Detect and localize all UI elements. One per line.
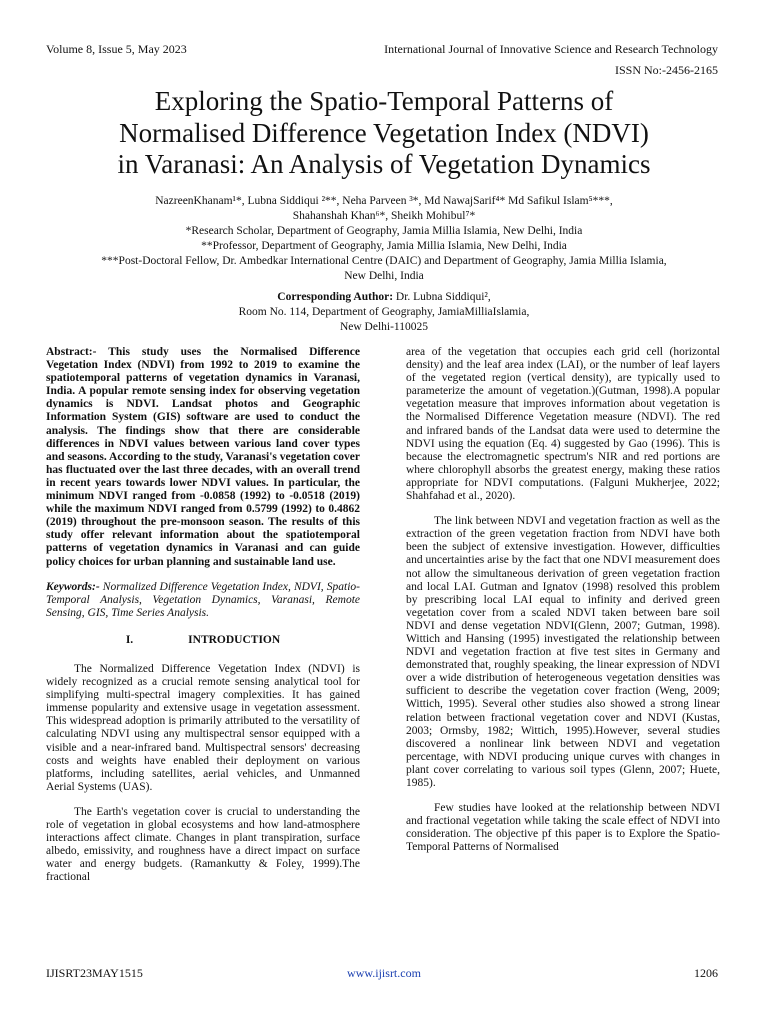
volume-issue: Volume 8, Issue 5, May 2023 bbox=[46, 42, 187, 56]
paper-title bbox=[40, 86, 728, 181]
page-number: 1206 bbox=[694, 966, 718, 980]
intro-paragraph-3: area of the vegetation that occupies each grid cell (horizontal density) and the leaf area index (LAI), or the number of leaf layers of the vegetated region (vertical density), are typically used to parameterize the amount of vegetation.)(Gutman, 1998).A popular vegetation measure that improves information about vegetation is the Normalised Difference Vegetation measure (NDVI). The red and infrared bands of the Landsat data were used to determine the NDVI using the equation (Eq. 4) suggested by Gao (1996). This is because the electromagnetic spectrum's NIR and red portions are where chlorophyll absorbs the greatest energy, making these ratios appropriate for NDVI computations. (Falguni Mukherjee, 2022; Shahfahad et al., 2020). bbox=[406, 346, 720, 503]
intro-paragraph-5: Few studies have looked at the relationship between NDVI and fractional vegetation while taking the scale effect of NDVI into consideration. The objective pf this paper is to Explore the Spatio-Temporal Patterns of Normalised bbox=[406, 802, 720, 854]
intro-paragraph-1: The Normalized Difference Vegetation Index (NDVI) is widely recognized as a crucial remote sensing analytical tool for simplifying multi-spectral imagery complexities. It has gained immense popularity and extensive usage in vegetation assessment. This widespread adoption is primarily attributed to the versatility of calculating NDVI using any multispectral sensor equipped with a visible and a near-infrared band. Multispectral sensors' decreasing costs and weights have enabled their deployment on various platforms, including satellites, aerial vehicles, and Unmanned Aerial Systems (UAS). bbox=[46, 662, 360, 793]
section-number: I. bbox=[125, 633, 134, 646]
keywords-label: Keywords:- bbox=[46, 580, 100, 593]
abstract: Abstract:- This study uses the Normalised Difference Vegetation Index (NDVI) from 1992 to 2019 to examine the spatiotemporal patterns of vegetation dynamics in Varanasi, India. A popular remote sensing index for observing vegetation dynamics is NDVI. Landsat photos and Geographic Information System (GIS) software are used to conduct the analysis. The findings show that there are considerable differences in NDVI values between various land cover types and seasons. According to the study, Varanasi's vegetation cover has fluctuated over the last three decades, with an overall trend in recent years towards lower NDVI values. In particular, the minimum NDVI ranged from -0.0858 (1992) to -0.0518 (2019) while the maximum NDVI ranged from 0.5799 (1992) to 0.4862 (2019) throughout the pre-monsoon season. The results of this study offer relevant information about the spatiotemporal patterns of vegetation dynamics in Varanasi and can guide policy choices for urban planning and sustainable land use. bbox=[46, 346, 360, 568]
author-list-1: NazreenKhanam¹*, Lubna Siddiqui ²**, Neha Parveen ³*, Md NawajSarif⁴* Md Safikul Islam⁵***, bbox=[155, 195, 613, 207]
affiliation-3b: New Delhi, India bbox=[344, 270, 424, 282]
issn: ISSN No:-2456-2165 bbox=[614, 63, 718, 77]
affiliation-2: **Professor, Department of Geography, Jamia Millia Islamia, New Delhi, India bbox=[201, 240, 567, 252]
corresponding-name: Dr. Lubna Siddiqui², bbox=[393, 291, 491, 303]
keywords bbox=[46, 581, 360, 620]
title-line-1: Exploring the Spatio-Temporal Patterns of bbox=[154, 86, 614, 116]
corresponding-label: Corresponding Author: bbox=[277, 291, 394, 303]
left-column bbox=[46, 346, 360, 884]
intro-paragraph-2: The Earth's vegetation cover is crucial to understanding the role of vegetation in global ecosystems and how land-atmosphere interactions affect climate. Changes in plant transpiration, surface albedo, emissivity, and roughness have a direct impact on surface water and energy budgets. (Ramankutty & Foley, 1999).The fractional bbox=[46, 805, 360, 884]
author-block bbox=[40, 194, 728, 284]
section-title: INTRODUCTION bbox=[188, 633, 281, 646]
keywords-text: Normalized Difference Vegetation Index, NDVI, Spatio-Temporal Analysis, Vegetation Dynamics, Varanasi, Remote Sensing, GIS, Time Series Analysis. bbox=[46, 580, 360, 619]
affiliation-1: *Research Scholar, Department of Geography, Jamia Millia Islamia, New Delhi, India bbox=[185, 225, 583, 237]
journal-name: International Journal of Innovative Science and Research Technology bbox=[384, 42, 718, 56]
title-line-2: Normalised Difference Vegetation Index (NDVI) bbox=[119, 117, 649, 148]
corresponding-author-block bbox=[40, 290, 728, 334]
corresponding-room: Room No. 114, Department of Geography, JamiaMilliaIslamia, bbox=[238, 305, 530, 318]
author-list-2: Shahanshah Khan⁶*, Sheikh Mohibul⁷* bbox=[292, 210, 476, 222]
title-line-3: in Varanasi: An Analysis of Vegetation Dynamics bbox=[117, 149, 651, 179]
article-code: IJISRT23MAY1515 bbox=[46, 966, 143, 980]
journal-url-link[interactable]: www.ijisrt.com bbox=[347, 966, 421, 980]
section-heading bbox=[46, 634, 360, 647]
right-column bbox=[406, 346, 720, 854]
affiliation-3a: ***Post-Doctoral Fellow, Dr. Ambedkar International Centre (DAIC) and Department of Geography, Jamia Millia Islamia, bbox=[101, 255, 667, 267]
intro-paragraph-4: The link between NDVI and vegetation fraction as well as the extraction of the green vegetation fraction from NDVI have both been the subject of extensive investigation. However, difficulties and uncertainties arise by the fact that one NDVI measurement does not allow the simultaneous derivation of green vegetation fraction and local LAI. Gutman and Ignatov (1998) resolved this problem by prescribing local LAI equal to infinity and derived green vegetation cover from a scaled NDVI taken between bare soil NDVI and dense vegetation NDVI(Glenn, 2007; Gutman, 1998). Wittich and Hansing (1995) investigated the relationship between NDVI and vegetation fraction at five test sites in Germany and demonstrated that, roughly speaking, the linear expression of NDVI over a wide distribution of heterogeneous vegetation densities was sufficient to describe the vegetation cover fraction (Weng, 2009; Wittich, 1995). Several other studies also showed a strong linear relation between fractional vegetation cover and NDVI (Kustas, 2003; Ormsby, 1982; Wittich, 1995).However, several studies discovered a nonlinear link between NDVI and vegetation percentage, with NDVI producing unique curves with changes in plant cover correlating to various soil types (Glenn, 2007; Huete, 1985). bbox=[406, 515, 720, 789]
corresponding-city: New Delhi-110025 bbox=[339, 320, 429, 333]
